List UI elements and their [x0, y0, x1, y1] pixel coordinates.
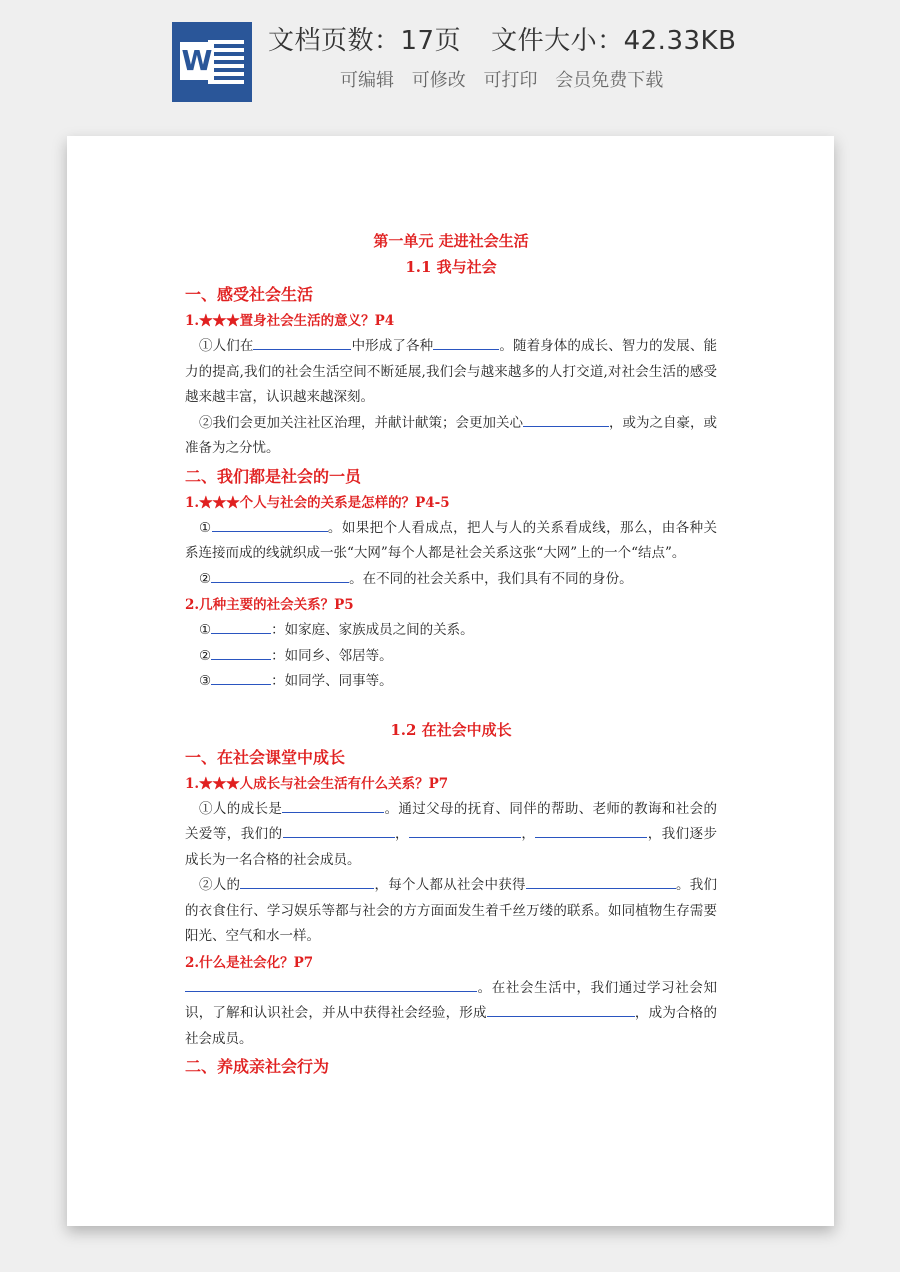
- text-segment: ，: [520, 826, 536, 842]
- question-3: 2.几种主要的社会关系？P5: [185, 597, 354, 613]
- download-info-header: [0, 0, 900, 120]
- text-segment: ①: [199, 519, 212, 536]
- document-page: [67, 136, 834, 1226]
- item-text: ：如家庭、家族成员之间的关系。: [271, 622, 474, 638]
- file-info-line: [268, 20, 736, 57]
- paragraph: [185, 516, 717, 567]
- question-5: 2.什么是社会化？P7: [185, 954, 314, 971]
- paragraph: [185, 567, 717, 593]
- paragraph: [185, 797, 717, 874]
- part-heading-3: 一、在社会课堂中成长: [185, 747, 346, 767]
- document-content: [185, 228, 717, 1080]
- feature-printable: 可打印: [483, 70, 538, 91]
- fill-blank[interactable]: [535, 823, 647, 838]
- list-item: [185, 644, 717, 670]
- list-item: [185, 618, 717, 644]
- fill-blank[interactable]: [185, 977, 477, 992]
- item-text: ：如同乡、邻居等。: [271, 647, 393, 664]
- feature-modifiable: 可修改: [411, 70, 466, 91]
- text-segment: ，或为之自豪，或准备为之分忧。: [185, 414, 717, 456]
- text-segment: 。在社会生活中，我们通过学习社会知识，了解和认识社会，并从中获得社会经验，形成: [185, 979, 717, 1021]
- fill-blank[interactable]: [433, 335, 499, 350]
- question-2: 1.★★★个人与社会的关系是怎样的？P4-5: [185, 494, 450, 511]
- fill-blank[interactable]: [253, 335, 351, 350]
- item-number: ③: [199, 673, 212, 689]
- file-size: 文件大小：42.33KB: [491, 26, 737, 56]
- word-document-icon: [172, 22, 252, 102]
- feature-list: [340, 66, 671, 92]
- part-heading-1: 一、感受社会生活: [185, 285, 314, 304]
- part-heading-4: 二、养成亲社会行为: [185, 1057, 330, 1076]
- text-segment: ①人的成长是: [199, 800, 283, 817]
- text-segment: 中形成了各种: [351, 338, 434, 354]
- fill-blank[interactable]: [211, 568, 349, 583]
- text-segment: 。通过父母的抚育、同伴的帮助、老师的教诲和社会的关爱等，我们的: [185, 800, 718, 842]
- text-segment: ②我们会更加关注社区治理，并献计献策；会更加关心: [199, 414, 523, 431]
- paragraph: [185, 976, 717, 1053]
- fill-blank[interactable]: [240, 874, 374, 889]
- page-count: 文档页数：17页: [268, 26, 462, 56]
- fill-blank[interactable]: [526, 874, 676, 889]
- fill-blank[interactable]: [282, 798, 384, 813]
- paragraph: [185, 334, 717, 411]
- feature-editable: 可编辑: [340, 70, 394, 91]
- fill-blank[interactable]: [487, 1002, 635, 1017]
- text-segment: 。随着身体的成长、智力的发展、能力的提高,我们的社会生活空间不断延展,我们会与越来越多的人打交道,对社会生活的感受越来越丰富，认识越来越深刻。: [185, 338, 718, 405]
- fill-blank[interactable]: [211, 619, 271, 634]
- text-segment: ，成为合格的社会成员。: [185, 1005, 718, 1047]
- text-segment: 。如果把个人看成点，把人与人的关系看成线，那么，由各种关系连接而成的线就织成一张“大网”每个人都是社会关系这张“大网”上的一个“结点”。: [185, 519, 717, 561]
- question-4: 1.★★★人成长与社会生活有什么关系？P7: [185, 775, 449, 792]
- paragraph: [185, 411, 717, 462]
- item-number: ①: [199, 622, 212, 638]
- item-number: ②: [199, 647, 212, 664]
- unit-title: 第一单元 走进社会生活: [373, 232, 529, 250]
- text-segment: 。在不同的社会关系中，我们具有不同的身份。: [349, 570, 633, 587]
- text-segment: ①人们在: [199, 338, 254, 354]
- list-item: [185, 669, 717, 695]
- text-segment: ②人的: [199, 877, 241, 893]
- question-1: 1.★★★置身社会生活的意义？P4: [185, 313, 395, 329]
- item-text: ：如同学、同事等。: [271, 673, 393, 689]
- text-segment: ，我们逐步成长为一名合格的社会成员。: [185, 826, 717, 868]
- text-segment: 。我们的衣食住行、学习娱乐等都与社会的方方面面发生着千丝万缕的联系。如同植物生存需要阳光、空气和水一样。: [185, 877, 717, 944]
- section-title-1-2: 1.2 在社会中成长: [390, 720, 512, 739]
- text-segment: ②: [199, 570, 212, 587]
- feature-member-download: 会员免费下载: [555, 70, 664, 91]
- fill-blank[interactable]: [212, 517, 328, 532]
- paragraph: [185, 873, 717, 950]
- part-heading-2: 二、我们都是社会的一员: [185, 466, 362, 486]
- fill-blank[interactable]: [211, 670, 271, 685]
- fill-blank[interactable]: [409, 823, 521, 838]
- text-segment: ，每个人都从社会中获得: [374, 877, 526, 893]
- word-logo-letter: W: [180, 42, 214, 80]
- section-title-1-1: 1.1 我与社会: [405, 258, 497, 276]
- fill-blank[interactable]: [211, 645, 271, 660]
- fill-blank[interactable]: [523, 412, 609, 427]
- text-segment: ，: [394, 826, 409, 842]
- fill-blank[interactable]: [283, 823, 395, 838]
